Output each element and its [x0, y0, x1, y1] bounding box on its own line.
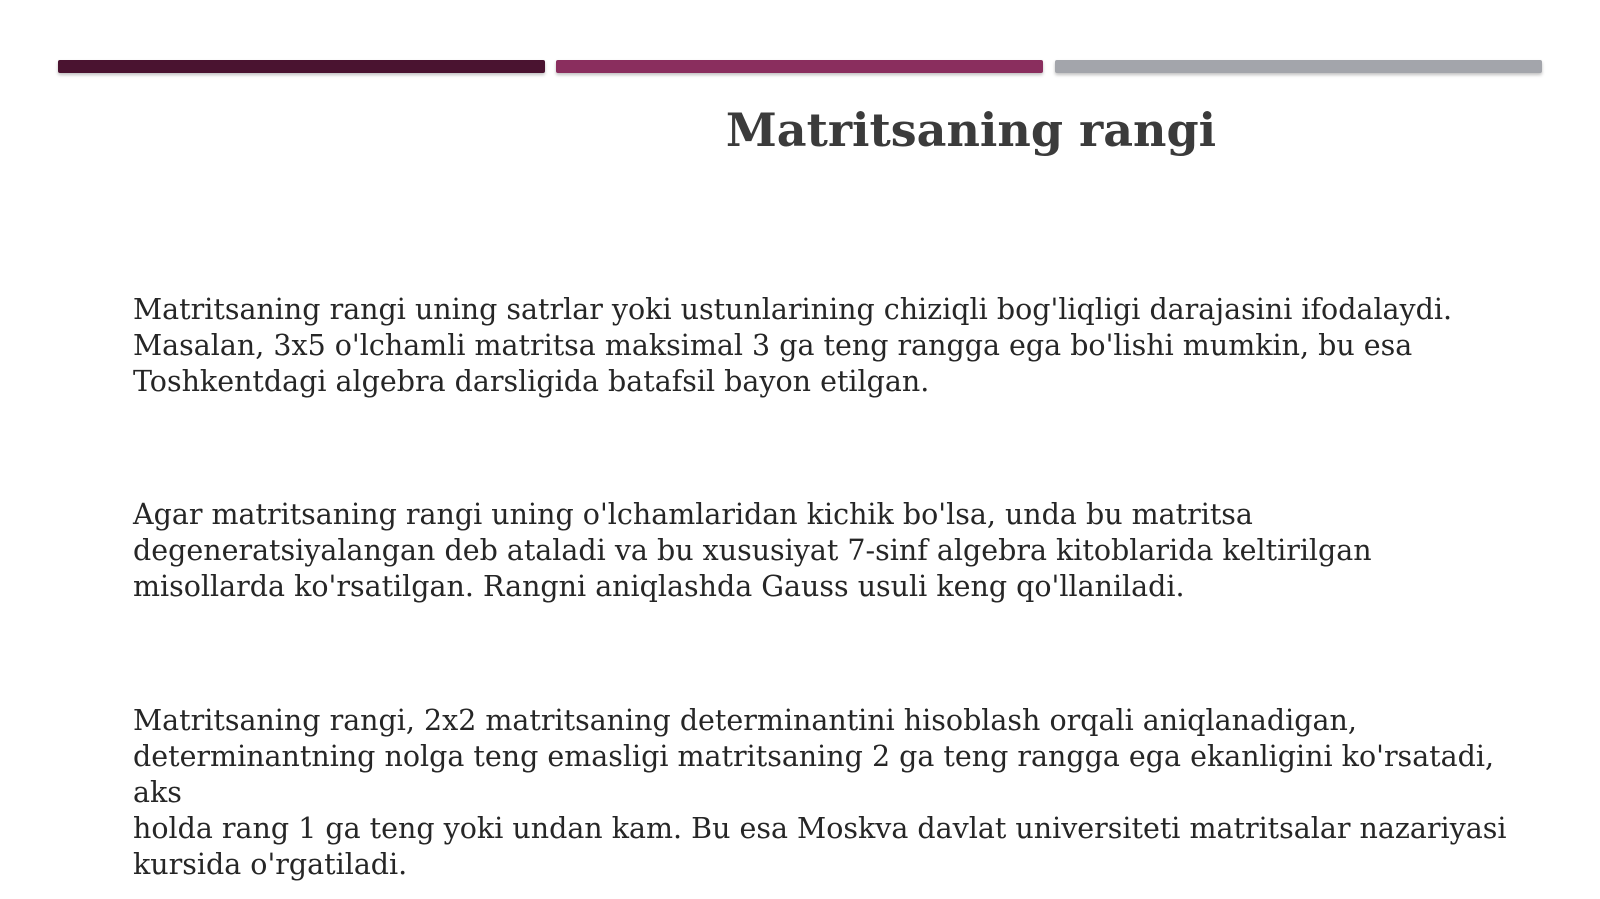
- paragraph-1: Matritsaning rangi uning satrlar yoki ustunlarining chiziqli bog'liqligi darajasini ifodalaydi. Masalan, 3x5 o'lchamli matritsa maksimal 3 ga teng rangga ega bo'lishi mumkin, bu esa Toshkentdagi algebra darsligida batafsil bayon etilgan.: [133, 293, 1453, 398]
- accent-bar-dark: [58, 60, 545, 73]
- paragraph-3: Matritsaning rangi, 2x2 matritsaning determinantini hisoblash orqali aniqlanadigan, determinantning nolga teng emasligi matritsaning 2 ga teng rangga ega ekanligini ko'rsatadi, aks holda rang 1 ga teng yoki undan kam. Bu esa Moskva davlat universiteti matritsalar nazariyasi kursida o'rgatiladi.: [133, 704, 1507, 881]
- accent-bar-gray: [1055, 60, 1542, 73]
- slide-title: Matritsaning rangi: [725, 103, 1217, 157]
- accent-bar-magenta: [556, 60, 1043, 73]
- paragraph-2: Agar matritsaning rangi uning o'lchamlaridan kichik bo'lsa, unda bu matritsa degeneratsiyalangan deb ataladi va bu xususiyat 7-sinf algebra kitoblarida keltirilgan misollarda ko'rsatilgan. Rangni aniqlashda Gauss usuli keng qo'llaniladi.: [133, 498, 1372, 603]
